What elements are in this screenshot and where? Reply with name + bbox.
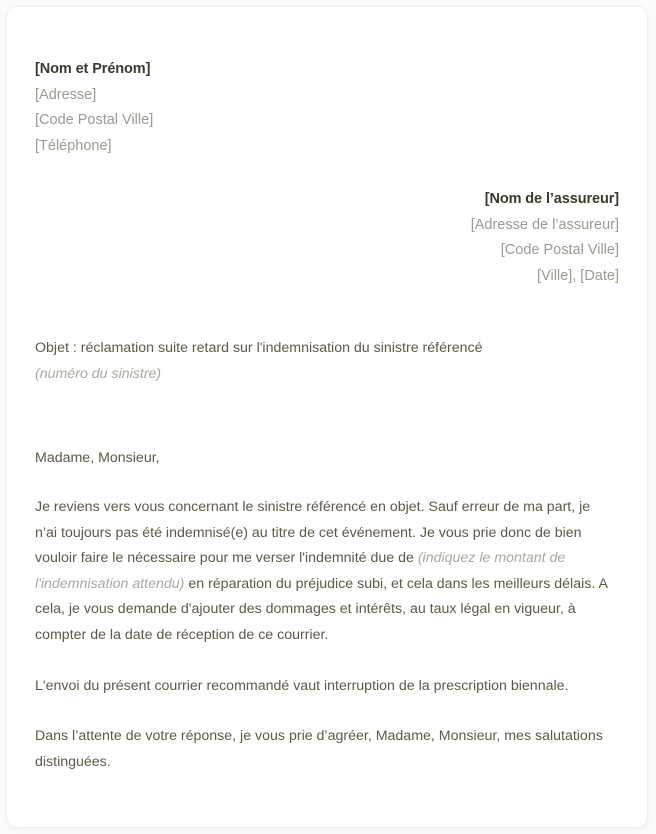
paragraph-1-placeholder: (indiquez le montant de l'indemnisation attendu) — [35, 550, 566, 592]
sender-name: [Nom et Prénom] — [35, 61, 151, 77]
subject-line — [35, 335, 505, 387]
body-paragraph-2: L'envoi du présent courrier recommandé vaut interruption de la prescription biennale. — [35, 677, 569, 694]
recipient-address: [Adresse de l’assureur] — [470, 216, 619, 233]
subject-text: Objet : réclamation suite retard sur l'indemnisation du sinistre référencé — [35, 340, 483, 356]
sender-phone: [Téléphone] — [35, 137, 112, 154]
recipient-name: [Nom de l’assureur] — [484, 191, 619, 207]
paragraph-1-text-before: Je reviens vers vous concernant le sinistre référencé en objet. Sauf erreur de ma part, je n’ai toujours pas été indemnisé(e) au titre de cet événement. Je vous prie donc de bien vouloir faire le nécessaire pour me verser l'indemnité due de — [35, 499, 591, 567]
subject-placeholder: (numéro du sinistre) — [35, 366, 162, 382]
body-paragraph-1 — [35, 495, 609, 649]
letter-card — [6, 6, 648, 828]
salutation: Madame, Monsieur, — [35, 450, 160, 466]
body-paragraph-3: Dans l’attente de votre réponse, je vous prie d’agréer, Madame, Monsieur, mes salutations distinguées. — [35, 728, 603, 770]
recipient-city-date: [Ville], [Date] — [537, 267, 619, 284]
sender-address-block — [35, 57, 619, 159]
paragraph-1-text-after: en réparation du préjudice subi, et cela dans les meilleurs délais. A cela, je vous demande d'ajouter des dommages et intérêts, au taux légal en vigueur, à compter de la date de réception de ce courrier. — [35, 575, 608, 643]
sender-address: [Adresse] — [35, 86, 97, 103]
recipient-postal-city: [Code Postal Ville] — [500, 242, 619, 258]
letter-content — [7, 7, 647, 775]
recipient-address-block — [35, 187, 619, 289]
sender-postal-city: [Code Postal Ville] — [35, 112, 154, 128]
